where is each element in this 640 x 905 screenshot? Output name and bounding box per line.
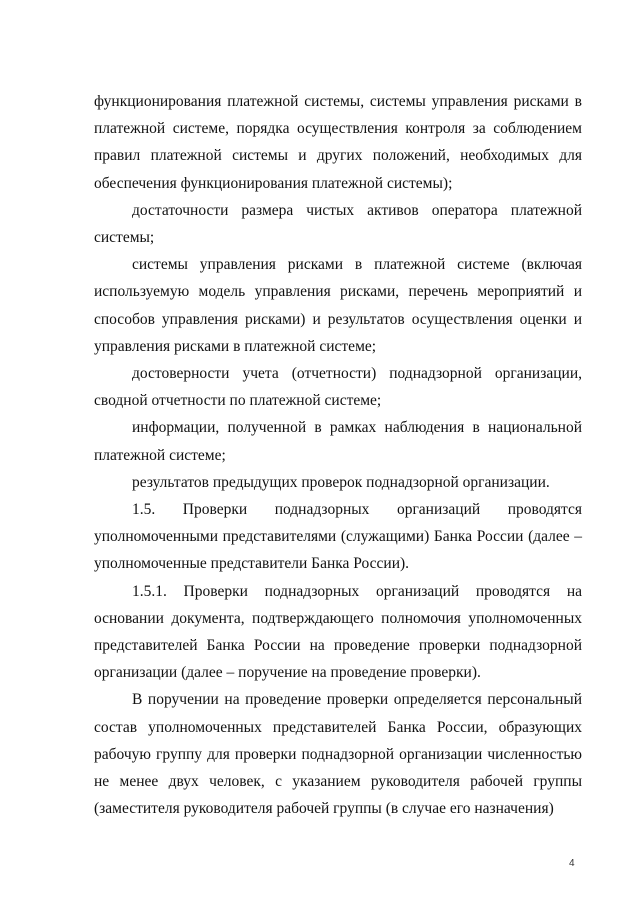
- paragraph-continuation: функционирования платежной системы, системы управления рисками в платежной системе, порядка осуществления контроля за соблюдением правил платежной системы и других положений, необходимых для обеспечения функционирования платежной системы);: [94, 93, 582, 192]
- paragraph-risk-management: системы управления рисками в платежной системе (включая используемую модель управления рисками, перечень мероприятий и способов управления рисками) и результатов осуществления оценки и управления рисками в платежной системе;: [94, 256, 582, 355]
- paragraph-inspection-order: В поручении на проведение проверки определяется персональный состав уполномоченных представителей Банка России, образующих рабочую группу для проверки поднадзорной организации численностью не менее двух человек, с указанием руководителя рабочей группы (заместителя руководителя рабочей группы (в случае его назначения): [94, 691, 582, 818]
- paragraph-oversight-information: информации, полученной в рамках наблюдения в национальной платежной системе;: [94, 419, 582, 464]
- page-number: 4: [569, 858, 575, 869]
- paragraph-section-1-5-1: 1.5.1. Проверки поднадзорных организаций проводятся на основании документа, подтверждающего полномочия уполномоченных представителей Банка России на проведение проверки поднадзорной организации (далее – поручение на проведение проверки).: [94, 582, 582, 682]
- document-body: [94, 88, 582, 822]
- paragraph-net-assets: достаточности размера чистых активов оператора платежной системы;: [94, 201, 582, 247]
- paragraph-section-1-5: 1.5. Проверки поднадзорных организаций проводятся уполномоченными представителями (служащими) Банка России (далее – уполномоченные представители Банка России).: [94, 501, 582, 573]
- paragraph-previous-inspections: результатов предыдущих проверок поднадзорной организации.: [132, 473, 550, 491]
- paragraph-reporting-accuracy: достоверности учета (отчетности) поднадзорной организации, сводной отчетности по платежной системе;: [94, 365, 582, 410]
